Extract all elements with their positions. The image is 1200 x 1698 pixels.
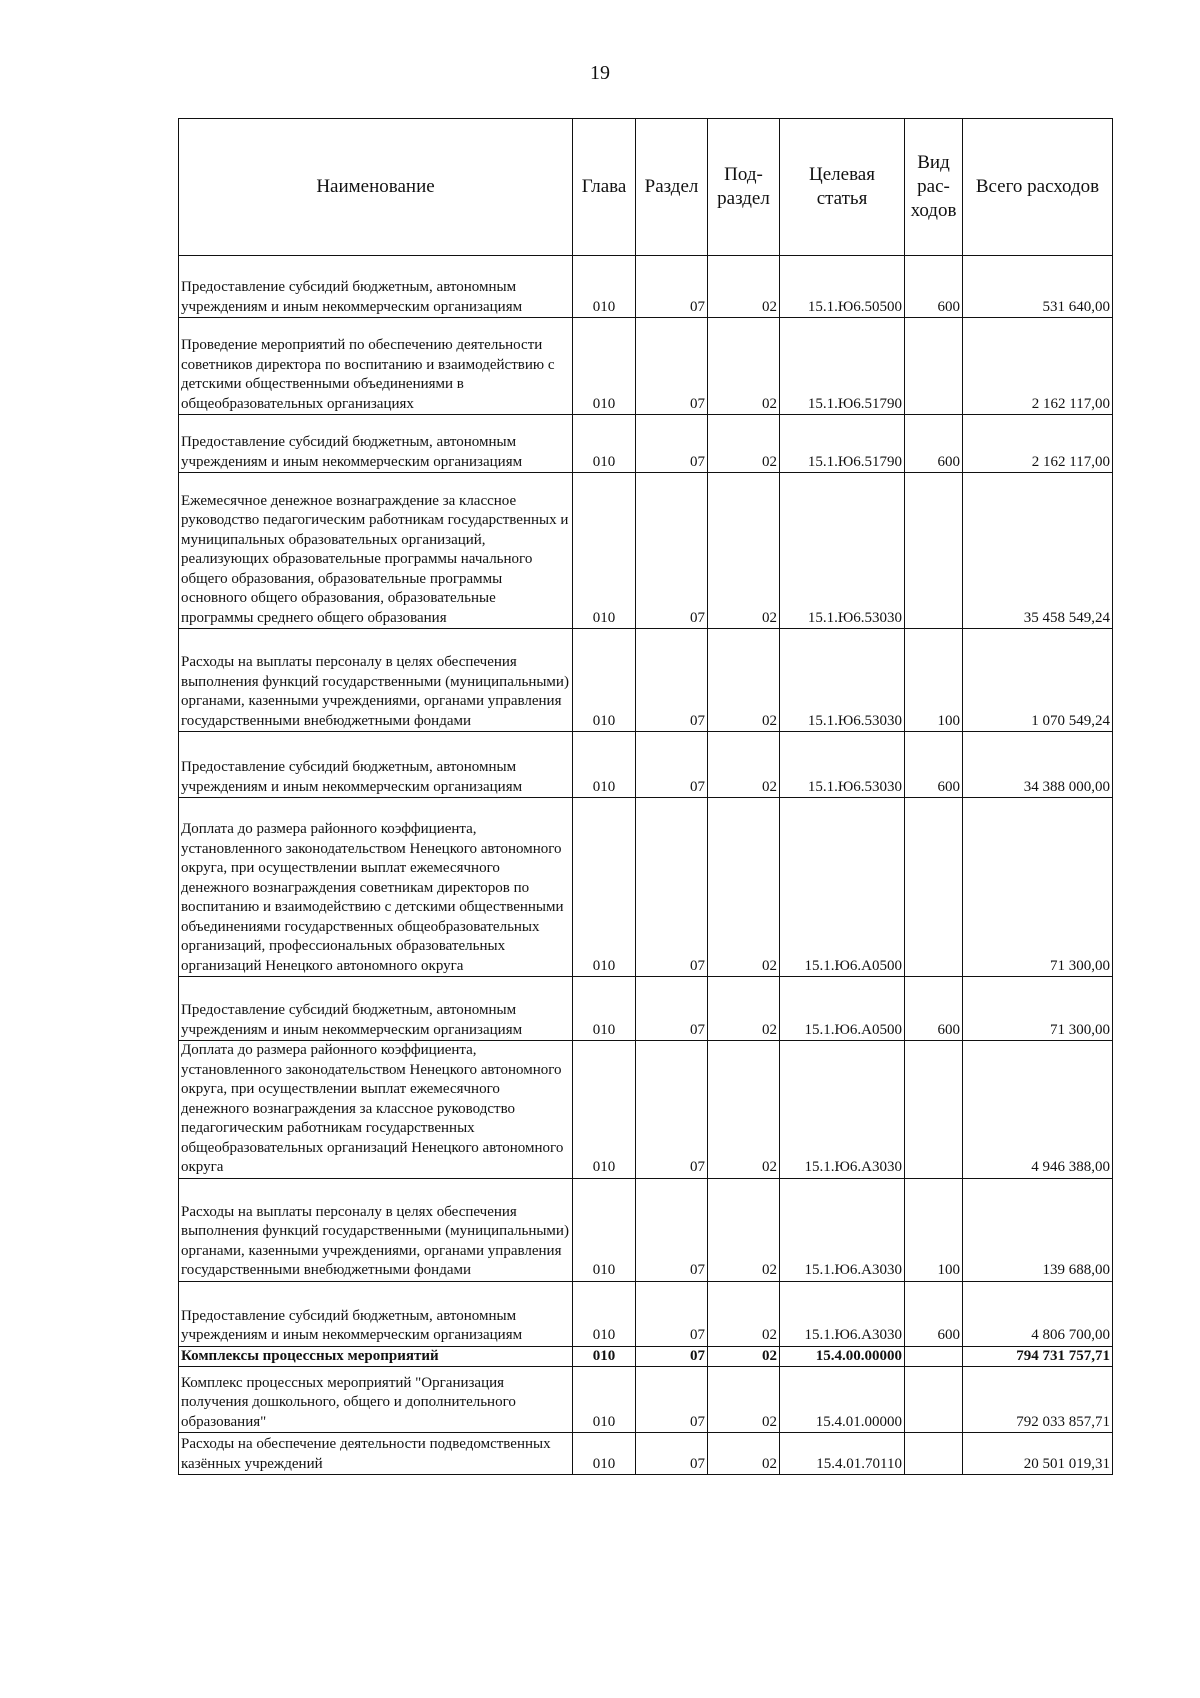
row-section: 07 (636, 977, 708, 1041)
table-row (179, 1433, 1113, 1475)
row-chapter: 010 (573, 732, 636, 798)
row-target-article: 15.1.Ю6.53030 (780, 732, 905, 798)
row-name: Проведение мероприятий по обеспечению деятельности советников директора по воспитанию и взаимодействию с детскими общественными объединениями в общеобразовательных организациях (179, 318, 573, 415)
row-total: 4 946 388,00 (963, 1041, 1113, 1179)
row-subsection: 02 (708, 1178, 780, 1281)
row-section: 07 (636, 1041, 708, 1179)
row-chapter: 010 (573, 977, 636, 1041)
row-name: Расходы на выплаты персоналу в целях обеспечения выполнения функций государственными (муниципальными) органами, казенными учреждениями, органами управления государственными внебюджетными фондами (179, 629, 573, 732)
row-subsection: 02 (708, 256, 780, 318)
row-chapter: 010 (573, 473, 636, 629)
row-subsection: 02 (708, 732, 780, 798)
row-target-article: 15.4.00.00000 (780, 1346, 905, 1367)
row-chapter: 010 (573, 1346, 636, 1367)
row-target-article: 15.1.Ю6.А3030 (780, 1281, 905, 1346)
row-section: 07 (636, 1433, 708, 1475)
row-target-article: 15.4.01.00000 (780, 1367, 905, 1433)
table-row (179, 1281, 1113, 1346)
row-total: 2 162 117,00 (963, 318, 1113, 415)
row-target-article: 15.1.Ю6.50500 (780, 256, 905, 318)
table-row (179, 977, 1113, 1041)
row-subsection: 02 (708, 798, 780, 977)
row-section: 07 (636, 629, 708, 732)
row-name: Предоставление субсидий бюджетным, автономным учреждениям и иным некоммерческим организациям (179, 732, 573, 798)
row-expense-kind: 600 (905, 732, 963, 798)
row-expense-kind: 600 (905, 1281, 963, 1346)
row-total: 71 300,00 (963, 798, 1113, 977)
table-row (179, 1346, 1113, 1367)
row-total: 2 162 117,00 (963, 415, 1113, 473)
table-row (179, 473, 1113, 629)
row-total: 20 501 019,31 (963, 1433, 1113, 1475)
row-target-article: 15.4.01.70110 (780, 1433, 905, 1475)
row-section: 07 (636, 1178, 708, 1281)
header-row (179, 119, 1113, 256)
row-section: 07 (636, 318, 708, 415)
row-total: 34 388 000,00 (963, 732, 1113, 798)
row-expense-kind: 100 (905, 629, 963, 732)
row-expense-kind (905, 473, 963, 629)
row-target-article: 15.1.Ю6.51790 (780, 318, 905, 415)
row-target-article: 15.1.Ю6.53030 (780, 473, 905, 629)
row-name: Комплекс процессных мероприятий "Организация получения дошкольного, общего и дополнительного образования" (179, 1367, 573, 1433)
table-row (179, 1178, 1113, 1281)
table-row (179, 318, 1113, 415)
row-subsection: 02 (708, 629, 780, 732)
row-section: 07 (636, 1367, 708, 1433)
header-total: Всего расходов (963, 119, 1113, 256)
row-name: Доплата до размера районного коэффициента, установленного законодательством Ненецкого автономного округа, при осуществлении выплат ежемесячного денежного вознаграждения за классное руководство педагогическим работникам государственных общеобразовательных организаций Ненецкого автономного округа (179, 1041, 573, 1179)
row-subsection: 02 (708, 1281, 780, 1346)
row-section: 07 (636, 1346, 708, 1367)
table-row (179, 1041, 1113, 1179)
table-row (179, 256, 1113, 318)
row-expense-kind: 100 (905, 1178, 963, 1281)
row-subsection: 02 (708, 1367, 780, 1433)
row-name: Предоставление субсидий бюджетным, автономным учреждениям и иным некоммерческим организациям (179, 415, 573, 473)
row-name: Предоставление субсидий бюджетным, автономным учреждениям и иным некоммерческим организациям (179, 1281, 573, 1346)
row-chapter: 010 (573, 415, 636, 473)
row-expense-kind (905, 318, 963, 415)
row-expense-kind: 600 (905, 256, 963, 318)
page-number: 19 (590, 62, 610, 84)
row-chapter: 010 (573, 1367, 636, 1433)
row-expense-kind (905, 1346, 963, 1367)
row-expense-kind (905, 1433, 963, 1475)
row-total: 792 033 857,71 (963, 1367, 1113, 1433)
row-target-article: 15.1.Ю6.А0500 (780, 798, 905, 977)
row-expense-kind (905, 798, 963, 977)
row-target-article: 15.1.Ю6.А3030 (780, 1041, 905, 1179)
row-name: Предоставление субсидий бюджетным, автономным учреждениям и иным некоммерческим организациям (179, 977, 573, 1041)
row-chapter: 010 (573, 1281, 636, 1346)
row-total: 1 070 549,24 (963, 629, 1113, 732)
header-chapter: Глава (573, 119, 636, 256)
header-expense-kind: Вид рас- ходов (905, 119, 963, 256)
header-section: Раздел (636, 119, 708, 256)
row-section: 07 (636, 256, 708, 318)
row-subsection: 02 (708, 415, 780, 473)
row-chapter: 010 (573, 629, 636, 732)
row-subsection: 02 (708, 1041, 780, 1179)
row-total: 4 806 700,00 (963, 1281, 1113, 1346)
row-subsection: 02 (708, 1433, 780, 1475)
table-row (179, 798, 1113, 977)
row-name: Комплексы процессных мероприятий (179, 1346, 573, 1367)
row-total: 35 458 549,24 (963, 473, 1113, 629)
row-total: 794 731 757,71 (963, 1346, 1113, 1367)
row-subsection: 02 (708, 318, 780, 415)
header-target-article: Целевая статья (780, 119, 905, 256)
row-section: 07 (636, 1281, 708, 1346)
row-chapter: 010 (573, 798, 636, 977)
row-subsection: 02 (708, 977, 780, 1041)
row-subsection: 02 (708, 473, 780, 629)
row-chapter: 010 (573, 256, 636, 318)
row-expense-kind (905, 1041, 963, 1179)
row-target-article: 15.1.Ю6.53030 (780, 629, 905, 732)
row-name: Расходы на обеспечение деятельности подведомственных казённых учреждений (179, 1433, 573, 1475)
row-expense-kind: 600 (905, 415, 963, 473)
row-section: 07 (636, 798, 708, 977)
row-total: 139 688,00 (963, 1178, 1113, 1281)
row-subsection: 02 (708, 1346, 780, 1367)
table-row (179, 415, 1113, 473)
row-chapter: 010 (573, 1041, 636, 1179)
row-target-article: 15.1.Ю6.51790 (780, 415, 905, 473)
row-expense-kind (905, 1367, 963, 1433)
table-row (179, 1367, 1113, 1433)
row-expense-kind: 600 (905, 977, 963, 1041)
row-name: Расходы на выплаты персоналу в целях обеспечения выполнения функций государственными (муниципальными) органами, казенными учреждениями, органами управления государственными внебюджетными фондами (179, 1178, 573, 1281)
row-chapter: 010 (573, 1433, 636, 1475)
row-target-article: 15.1.Ю6.А0500 (780, 977, 905, 1041)
row-name: Ежемесячное денежное вознаграждение за классное руководство педагогическим работникам государственных и муниципальных образовательных организаций, реализующих образовательные программы начального общего образования, образовательные программы основного общего образования, образовательные программы среднего общего образования (179, 473, 573, 629)
row-target-article: 15.1.Ю6.А3030 (780, 1178, 905, 1281)
row-section: 07 (636, 473, 708, 629)
header-name: Наименование (179, 119, 573, 256)
row-total: 531 640,00 (963, 256, 1113, 318)
budget-table (178, 118, 1113, 1475)
row-chapter: 010 (573, 1178, 636, 1281)
row-name: Предоставление субсидий бюджетным, автономным учреждениям и иным некоммерческим организациям (179, 256, 573, 318)
header-subsection: Под- раздел (708, 119, 780, 256)
row-section: 07 (636, 415, 708, 473)
table-row (179, 732, 1113, 798)
row-chapter: 010 (573, 318, 636, 415)
row-name: Доплата до размера районного коэффициента, установленного законодательством Ненецкого автономного округа, при осуществлении выплат ежемесячного денежного вознаграждения советникам директоров по воспитанию и взаимодействию с детскими общественными объединениями государственных общеобразовательных организаций, профессиональных образовательных организаций Ненецкого автономного округа (179, 798, 573, 977)
row-section: 07 (636, 732, 708, 798)
table-row (179, 629, 1113, 732)
row-total: 71 300,00 (963, 977, 1113, 1041)
